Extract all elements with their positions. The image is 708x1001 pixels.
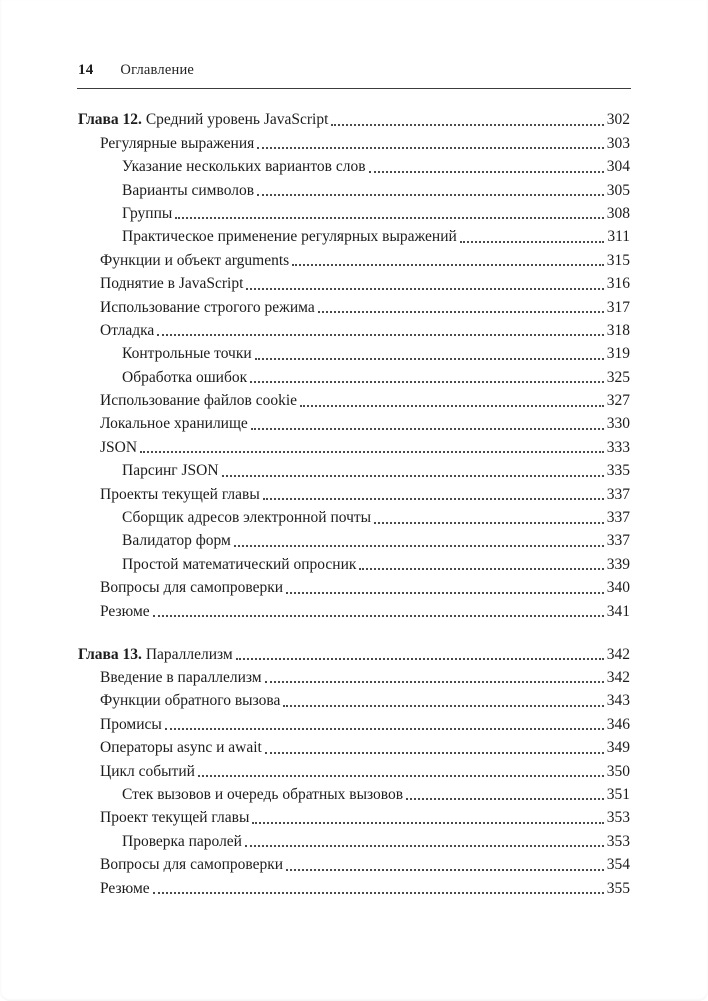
leader-dots <box>246 288 603 290</box>
toc-entry-page: 346 <box>606 715 630 733</box>
toc-entry <box>100 251 630 270</box>
leader-dots <box>234 545 604 547</box>
toc-entry-page: 342 <box>606 668 630 686</box>
leader-dots <box>374 522 604 524</box>
leader-dots <box>359 568 603 570</box>
toc-entry-page: 337 <box>606 485 630 503</box>
leader-dots <box>140 451 604 453</box>
toc-entry <box>122 461 630 480</box>
toc-entry-page: 317 <box>606 298 630 316</box>
leader-dots <box>250 381 604 383</box>
toc-entry-title: Операторы async и await <box>100 739 262 757</box>
toc-entry-title: Введение в параллелизм <box>100 668 262 686</box>
toc-entry <box>122 157 630 176</box>
toc-entry-title: Обработка ошибок <box>122 368 248 386</box>
toc-entry-title: Проекты текущей главы <box>100 485 260 503</box>
toc-entry-page: 351 <box>606 785 630 803</box>
toc-entry-title: Вопросы для самопроверки <box>100 856 284 874</box>
running-header-title: Оглавление <box>120 62 195 78</box>
toc-entry <box>100 855 630 874</box>
leader-dots <box>406 798 604 800</box>
toc-entry-title: Парсинг JSON <box>122 462 219 480</box>
leader-dots <box>265 681 604 683</box>
toc-entry-title: Локальное хранилище <box>100 415 248 433</box>
toc-entry <box>100 668 630 687</box>
toc-entry <box>100 578 630 597</box>
toc-entry <box>122 344 630 363</box>
toc-entry <box>100 808 630 827</box>
toc-entry <box>100 762 630 781</box>
toc-entry <box>100 691 630 710</box>
toc-entry <box>100 715 630 734</box>
toc-entry-title: Сборщик адресов электронной почты <box>122 509 372 527</box>
toc-entry <box>100 879 630 898</box>
toc-entry <box>100 321 630 340</box>
toc-entry-page: 337 <box>606 532 630 550</box>
toc-entry-page: 333 <box>606 438 630 456</box>
leader-dots <box>157 334 603 336</box>
toc-entry-title: Промисы <box>100 715 162 733</box>
toc-entry <box>122 508 630 527</box>
toc-entry-title: Группы <box>122 204 173 222</box>
leader-dots <box>236 658 604 660</box>
toc-entry-title: Проверка паролей <box>122 832 242 850</box>
toc-entry-title: JSON <box>100 438 138 456</box>
toc-entry <box>100 274 630 293</box>
toc-entry-title: Функции и объект arguments <box>100 251 290 269</box>
leader-dots <box>300 405 604 407</box>
toc-entry-title: Стек вызовов и очередь обратных вызовов <box>122 785 404 803</box>
toc-entry-page: 354 <box>606 856 630 874</box>
toc-entry-title: Регулярные выражения <box>100 134 255 152</box>
toc-entry-page: 319 <box>606 345 630 363</box>
leader-dots <box>245 845 604 847</box>
leader-dots <box>153 615 604 617</box>
toc-entry-page: 308 <box>606 204 630 222</box>
toc-entry-title: Цикл событий <box>100 762 195 780</box>
toc-entry-page: 339 <box>606 555 630 573</box>
toc-entry-page: 316 <box>606 275 630 293</box>
toc-entry <box>100 738 630 757</box>
page-header <box>0 0 708 79</box>
toc-entry-page: 330 <box>606 415 630 433</box>
toc-entry <box>122 227 630 246</box>
leader-dots <box>265 752 604 754</box>
toc-entry <box>100 134 630 153</box>
toc-entry <box>100 602 630 621</box>
toc-entry <box>100 298 630 317</box>
toc-entry-page: 315 <box>606 251 630 269</box>
toc-entry <box>122 368 630 387</box>
toc-entry-page: 311 <box>607 228 630 246</box>
leader-dots <box>252 822 603 824</box>
toc-entry <box>122 785 630 804</box>
toc-entry-title: Использование строгого режима <box>100 298 315 316</box>
chapter-label: Глава 13. <box>78 645 142 663</box>
toc-entry-title: Резюме <box>100 602 150 620</box>
toc-entry-page: 304 <box>606 158 630 176</box>
toc-entry-title: Практическое применение регулярных выражений <box>122 228 457 246</box>
leader-dots <box>460 241 605 243</box>
toc-entry-title: Варианты символов <box>122 181 255 199</box>
toc-entry-page: 318 <box>606 321 630 339</box>
toc-entry-page: 355 <box>606 879 630 897</box>
toc-entry <box>122 204 630 223</box>
toc-entry-page: 343 <box>606 692 630 710</box>
toc-entry-page: 353 <box>606 809 630 827</box>
toc-entry-page: 337 <box>606 509 630 527</box>
page-number: 14 <box>78 62 94 78</box>
leader-dots <box>283 705 603 707</box>
toc-entry <box>122 555 630 574</box>
leader-dots <box>286 592 604 594</box>
toc-entry-page: 303 <box>606 134 630 152</box>
toc-entry <box>100 438 630 457</box>
leader-dots <box>198 775 604 777</box>
toc-entry <box>122 181 630 200</box>
leader-dots <box>222 475 604 477</box>
chapter-label: Глава 12. <box>78 111 142 129</box>
leader-dots <box>153 892 604 894</box>
toc-entry <box>122 531 630 550</box>
toc-entry-title: Валидатор форм <box>122 532 231 550</box>
toc-entry-page: 349 <box>606 739 630 757</box>
leader-dots <box>369 171 604 173</box>
toc-entry-page: 327 <box>606 392 630 410</box>
toc-entry-title: Указание нескольких вариантов слов <box>122 158 366 176</box>
leader-dots <box>292 264 604 266</box>
toc-entry-page: 342 <box>606 645 630 663</box>
leader-dots <box>165 728 604 730</box>
toc-entry-title: Глава 13. Параллелизм <box>78 645 233 663</box>
toc-entry-title: Проект текущей главы <box>100 809 250 827</box>
toc-entry-title: Отладка <box>100 321 155 339</box>
toc-entry-title: Функции обратного вызова <box>100 692 281 710</box>
leader-dots <box>257 147 603 149</box>
toc-entry <box>122 832 630 851</box>
toc-entry-page: 335 <box>606 462 630 480</box>
toc-entry <box>100 414 630 433</box>
leader-dots <box>331 124 603 126</box>
toc-entry <box>100 391 630 410</box>
toc-entry <box>100 485 630 504</box>
toc-entry-page: 350 <box>606 762 630 780</box>
toc-entry-page: 353 <box>606 832 630 850</box>
leader-dots <box>286 869 604 871</box>
leader-dots <box>175 217 603 219</box>
leader-dots <box>255 358 604 360</box>
toc-entry-title: Резюме <box>100 879 150 897</box>
toc-list <box>0 89 708 898</box>
toc-entry-page: 302 <box>606 111 630 129</box>
toc-entry-title: Поднятие в JavaScript <box>100 275 244 293</box>
toc-entry-page: 340 <box>606 579 630 597</box>
toc-entry-title: Вопросы для самопроверки <box>100 579 284 597</box>
toc-entry-title: Простой математический опросник <box>122 555 357 573</box>
toc-chapter-entry <box>78 645 630 664</box>
leader-dots <box>263 498 604 500</box>
toc-chapter-entry <box>78 110 630 129</box>
toc-entry-page: 305 <box>606 181 630 199</box>
toc-entry-title: Контрольные точки <box>122 345 252 363</box>
leader-dots <box>257 194 604 196</box>
toc-entry-page: 325 <box>606 368 630 386</box>
toc-entry-page: 341 <box>606 602 630 620</box>
toc-entry-title: Использование файлов cookie <box>100 392 298 410</box>
toc-entry-title: Глава 12. Средний уровень JavaScript <box>78 111 329 129</box>
leader-dots <box>318 311 604 313</box>
leader-dots <box>251 428 604 430</box>
